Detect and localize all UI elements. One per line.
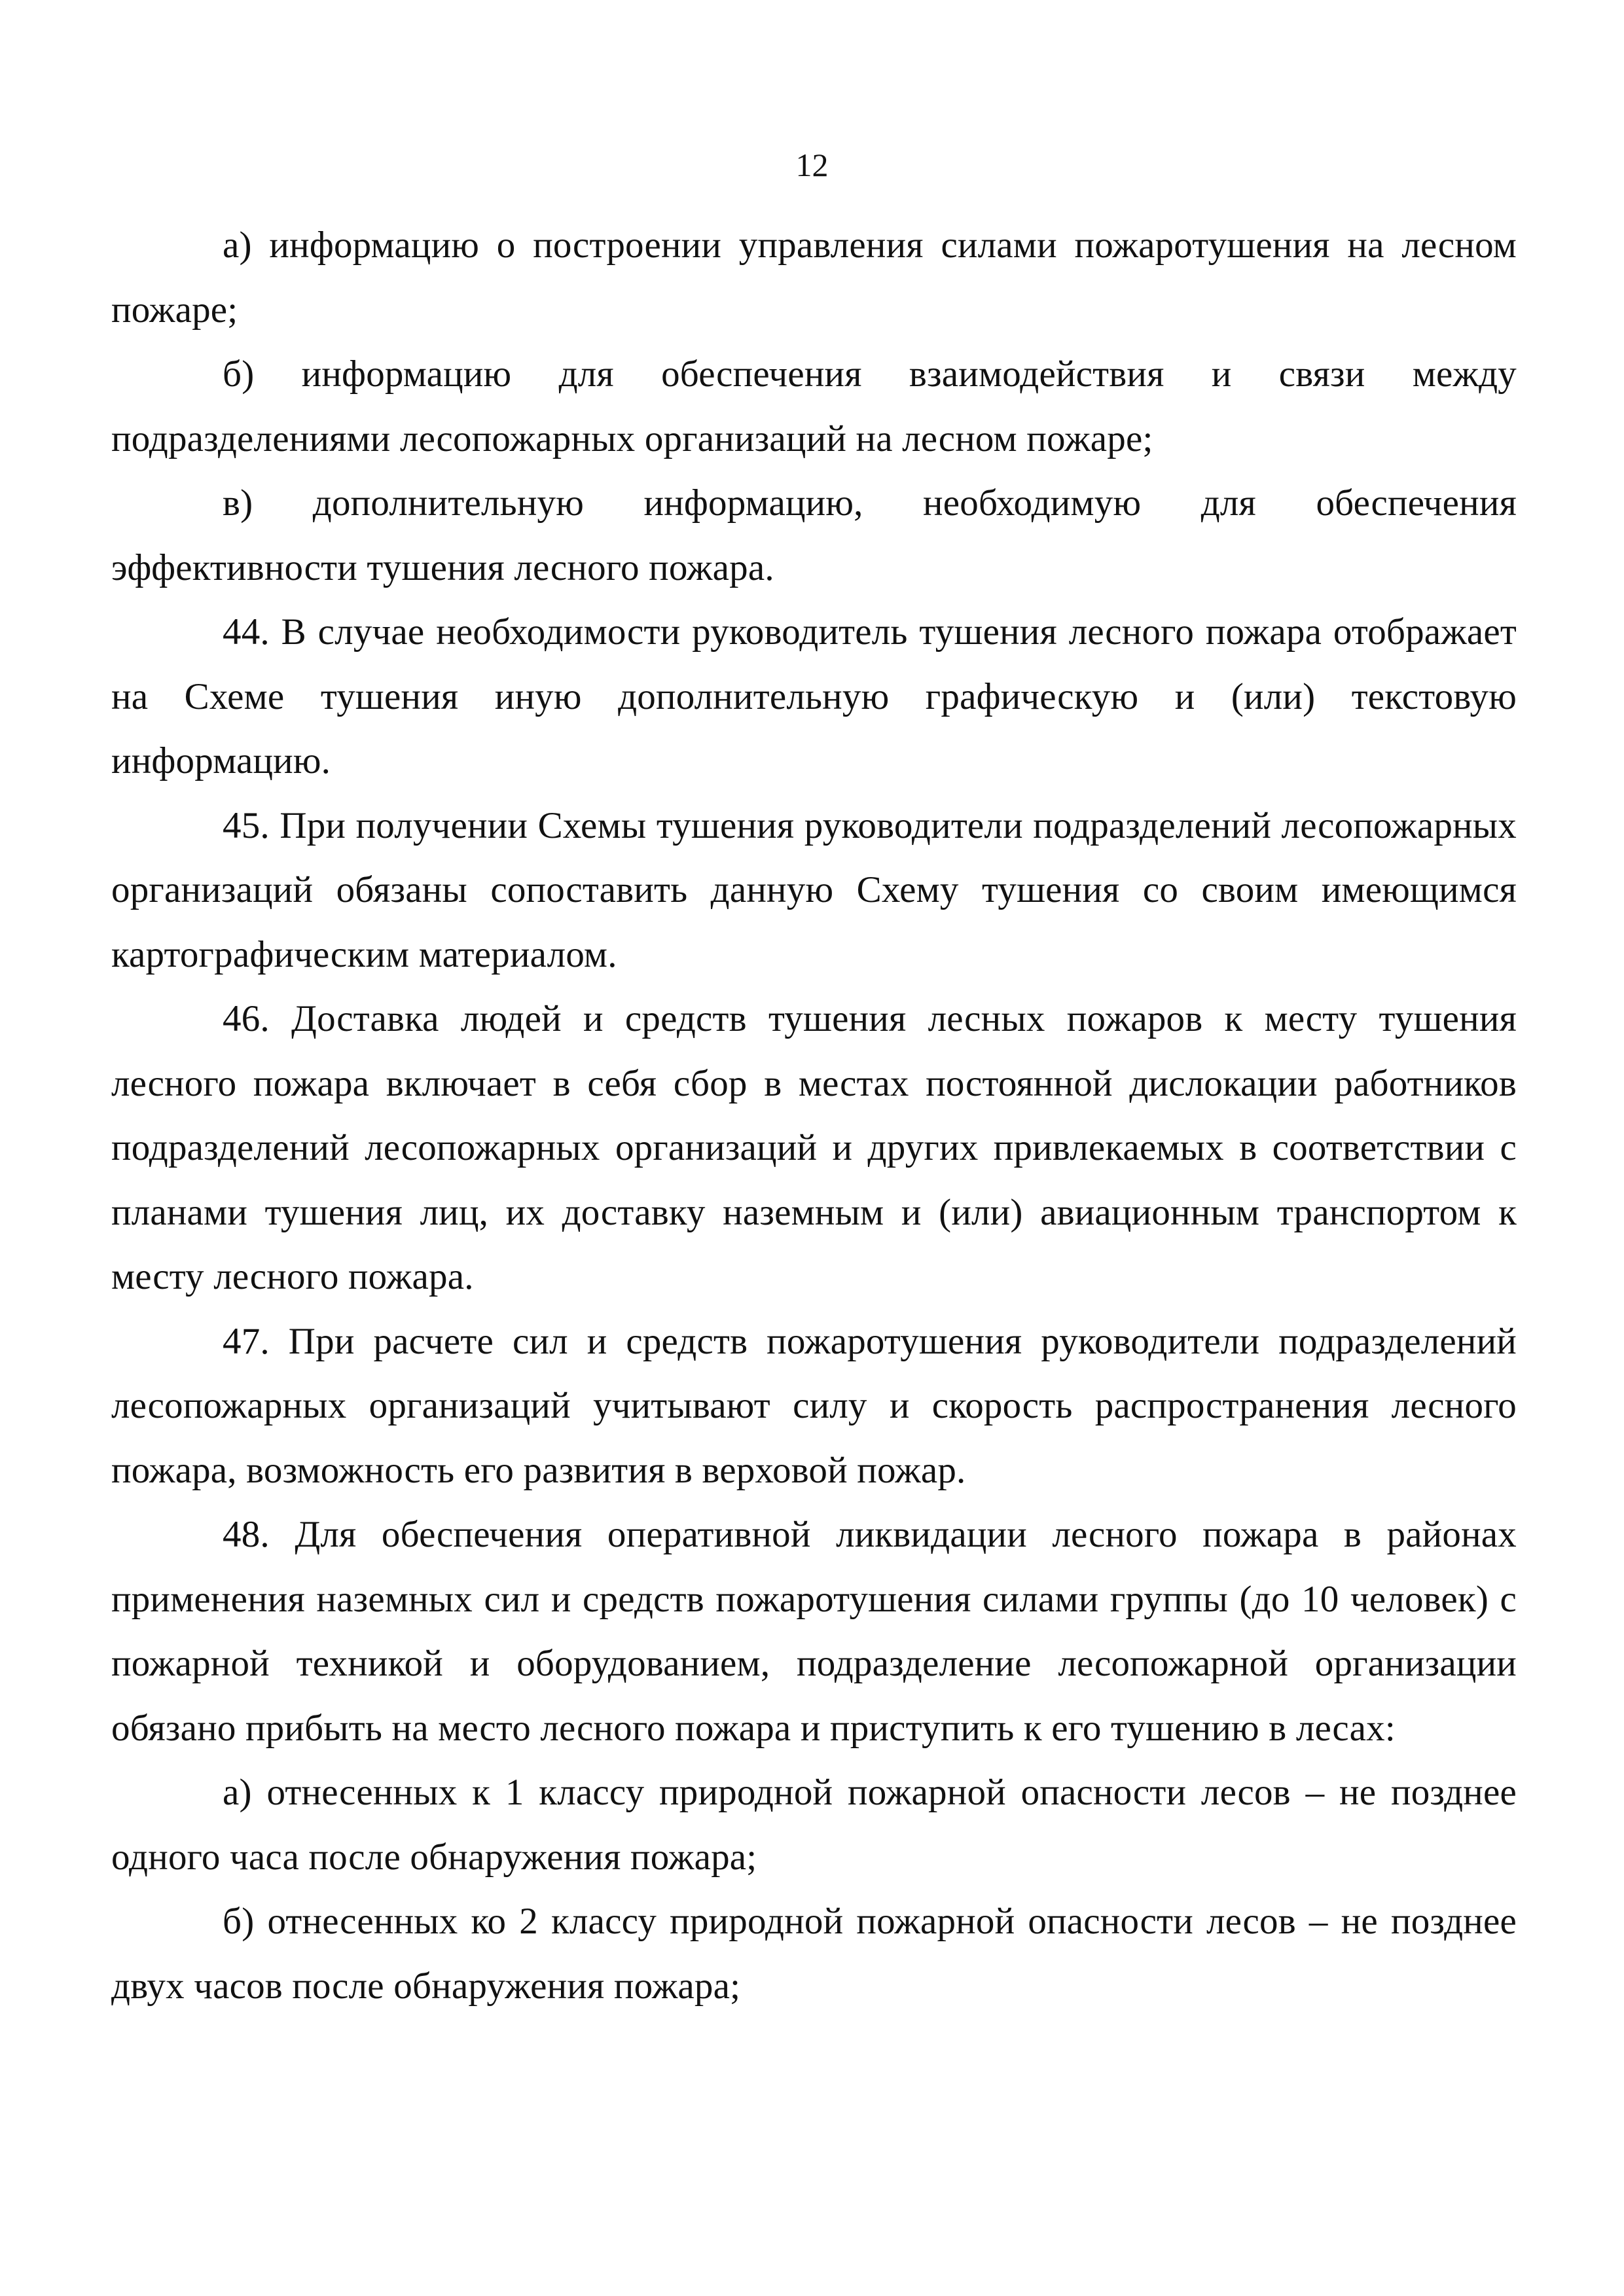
paragraph-48: 48. Для обеспечения оперативной ликвидации лесного пожара в районах применения наземных сил и средств пожаротушения силами группы (до 10 человек) с пожарной техникой и оборудованием, подразделение лесопожарной организации обязано прибыть на место лесного пожара и приступить к его тушению в лесах: (111, 1514, 1517, 1749)
paragraph-44: 44. В случае необходимости руководитель тушения лесного пожара отображает на Схеме тушения иную дополнительную графическую и (или) текстовую информацию. (111, 611, 1517, 781)
paragraph-48b: б) отнесенных ко 2 классу природной пожарной опасности лесов – не позднее двух часов после обнаружения пожара; (111, 1901, 1517, 2007)
document-body (111, 213, 1517, 2018)
paragraph-47: 47. При расчете сил и средств пожаротушения руководители подразделений лесопожарных организаций учитывают силу и скорость распространения лесного пожара, возможность его развития в верховой пожар. (111, 1320, 1517, 1491)
paragraph-46: 46. Доставка людей и средств тушения лесных пожаров к месту тушения лесного пожара включает в себя сбор в местах постоянной дислокации работников подразделений лесопожарных организаций и других привлекаемых в соответствии с планами тушения лиц, их доставку наземным и (или) авиационным транспортом к месту лесного пожара. (111, 998, 1517, 1297)
paragraph-43c: в) дополнительную информацию, необходимую для обеспечения эффективности тушения лесного пожара. (111, 482, 1517, 588)
paragraph-43b: б) информацию для обеспечения взаимодействия и связи между подразделениями лесопожарных организаций на лесном пожаре; (111, 353, 1517, 459)
page-number: 12 (795, 147, 829, 183)
paragraph-48a: а) отнесенных к 1 классу природной пожарной опасности лесов – не позднее одного часа после обнаружения пожара; (111, 1772, 1517, 1878)
paragraph-45: 45. При получении Схемы тушения руководители подразделений лесопожарных организаций обязаны сопоставить данную Схему тушения со своим имеющимся картографическим материалом. (111, 804, 1517, 975)
paragraph-43a: а) информацию о построении управления силами пожаротушения на лесном пожаре; (111, 224, 1517, 331)
